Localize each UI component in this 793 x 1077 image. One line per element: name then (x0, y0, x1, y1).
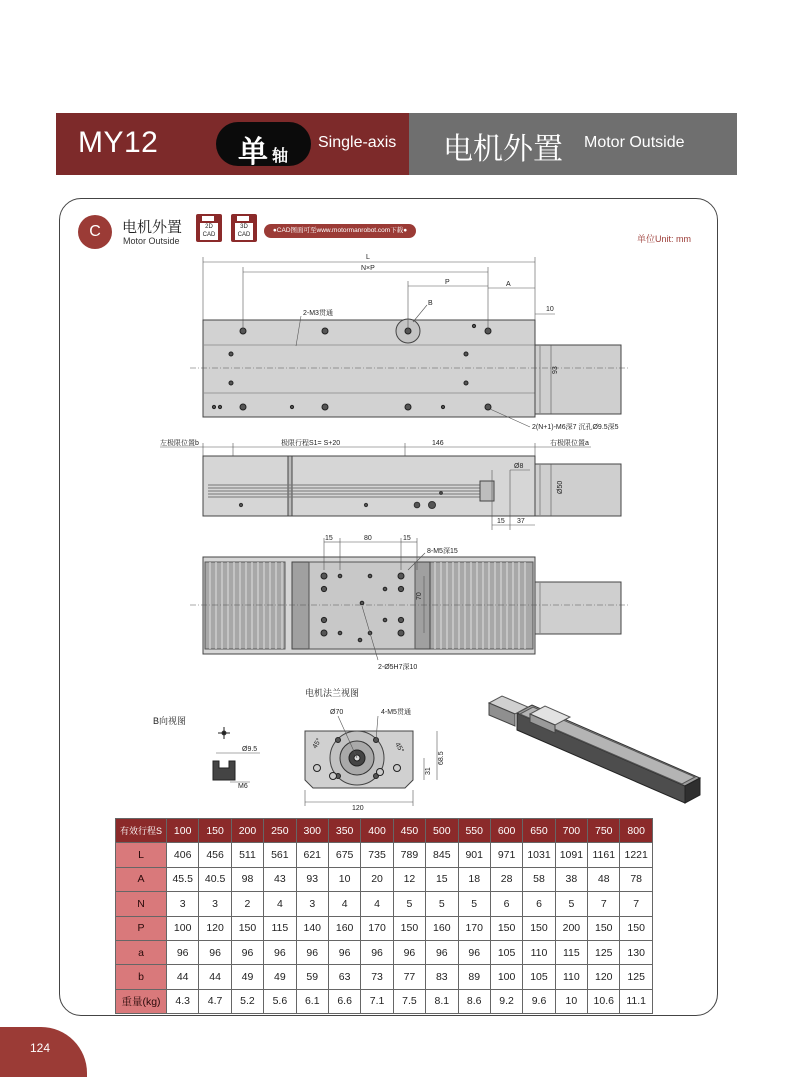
table-row (116, 892, 653, 916)
table-cell: 45.5 (167, 867, 199, 891)
row-label: A (116, 867, 167, 891)
table-cell: 110 (555, 965, 587, 989)
dim-93: 93 (552, 366, 559, 374)
row-label: N (116, 892, 167, 916)
table-cell: 4 (328, 892, 360, 916)
flange-view (305, 687, 445, 812)
cad-2d-bottom: CAD (202, 232, 216, 238)
table-cell: 96 (426, 940, 458, 964)
table-cell: 8.1 (426, 989, 458, 1013)
dim-70: 70 (416, 592, 423, 600)
left-limit: 左极限位置b (160, 440, 199, 447)
section-badge: C (78, 215, 112, 249)
table-cell: 83 (426, 965, 458, 989)
table-cell: 93 (296, 867, 328, 891)
table-cell: 200 (555, 916, 587, 940)
table-header-cell: 350 (328, 819, 360, 843)
table-cell: 5.6 (264, 989, 296, 1013)
table-cell: 2 (231, 892, 263, 916)
table-row (116, 843, 653, 867)
table-cell: 120 (588, 965, 620, 989)
table-cell: 1031 (523, 843, 555, 867)
table-cell: 78 (620, 867, 652, 891)
table-cell: 59 (296, 965, 328, 989)
table-cell: 150 (588, 916, 620, 940)
table-cell: 20 (361, 867, 393, 891)
table-cell: 40.5 (199, 867, 231, 891)
table-header-cell: 200 (231, 819, 263, 843)
table-cell: 4.7 (199, 989, 231, 1013)
table-header-cell: 600 (490, 819, 522, 843)
table-cell: 1091 (555, 843, 587, 867)
note-h7: 2-Ø5H7深10 (378, 664, 418, 671)
table-cell: 98 (231, 867, 263, 891)
table-header-cell: 650 (523, 819, 555, 843)
product-image (489, 696, 700, 803)
table-cell: 5 (426, 892, 458, 916)
dim-37: 37 (517, 518, 525, 525)
table-header-cell: 100 (167, 819, 199, 843)
table-cell: 6.1 (296, 989, 328, 1013)
table-cell: 170 (458, 916, 490, 940)
table-cell: 7.5 (393, 989, 425, 1013)
table-cell: 9.6 (523, 989, 555, 1013)
table-cell: 73 (361, 965, 393, 989)
row-label: 重量(kg) (116, 989, 167, 1013)
table-cell: 58 (523, 867, 555, 891)
table-cell: 96 (167, 940, 199, 964)
dim-B: B (428, 300, 433, 307)
table-cell: 125 (620, 965, 652, 989)
table-cell: 125 (588, 940, 620, 964)
table-cell: 140 (296, 916, 328, 940)
section-title-en: Motor Outside (123, 236, 180, 246)
table-cell: 96 (458, 940, 490, 964)
table-header-cell: 400 (361, 819, 393, 843)
table-header-cell: 500 (426, 819, 458, 843)
dim-31: 31 (425, 767, 432, 775)
note-m5b: 4-M5贯通 (381, 709, 411, 716)
table-cell: 160 (328, 916, 360, 940)
table-cell: 511 (231, 843, 263, 867)
table-cell: 120 (199, 916, 231, 940)
note-m6: 2(N+1)-M6深7 沉孔Ø9.5深5 (532, 424, 619, 431)
table-cell: 48 (588, 867, 620, 891)
right-limit: 右极限位置a (550, 440, 589, 447)
table-header-cell: 150 (199, 819, 231, 843)
table-row (116, 989, 653, 1013)
table-cell: 44 (199, 965, 231, 989)
table-cell: 96 (393, 940, 425, 964)
table-cell: 789 (393, 843, 425, 867)
table-cell: 845 (426, 843, 458, 867)
spec-table (115, 818, 653, 1014)
bview-title: B向视图 (153, 716, 187, 726)
dim-45b: 45° (393, 741, 405, 755)
table-cell: 130 (620, 940, 652, 964)
table-cell: 77 (393, 965, 425, 989)
cad-2d-top: 2D (205, 224, 213, 230)
axis-en-label: Single-axis (318, 134, 397, 151)
dim-phi9-5: Ø9.5 (242, 746, 258, 753)
dim-146: 146 (432, 440, 444, 447)
table-cell: 3 (167, 892, 199, 916)
table-cell: 7.1 (361, 989, 393, 1013)
table-cell: 10.6 (588, 989, 620, 1013)
cad-download-link[interactable]: ●CAD图面可至www.motormanrobot.com下载● (264, 224, 416, 238)
dim-10: 10 (546, 306, 554, 313)
table-cell: 100 (167, 916, 199, 940)
table-cell: 170 (361, 916, 393, 940)
table-cell: 150 (393, 916, 425, 940)
dim-15b: 15 (325, 535, 333, 542)
dim-45a: 45° (311, 737, 324, 750)
table-cell: 1161 (588, 843, 620, 867)
table-cell: 10 (555, 989, 587, 1013)
table-cell: 9.2 (490, 989, 522, 1013)
table-cell: 150 (231, 916, 263, 940)
row-label: b (116, 965, 167, 989)
table-cell: 4 (264, 892, 296, 916)
table-cell: 6.6 (328, 989, 360, 1013)
table-cell: 105 (523, 965, 555, 989)
table-cell: 10 (328, 867, 360, 891)
page-number: 124 (30, 1041, 51, 1055)
table-cell: 735 (361, 843, 393, 867)
dim-68-5: 68.5 (438, 751, 445, 765)
table-cell: 971 (490, 843, 522, 867)
table-row (116, 965, 653, 989)
table-cell: 49 (264, 965, 296, 989)
dim-15a: 15 (497, 518, 505, 525)
table-cell: 96 (361, 940, 393, 964)
axis-cn-main: 单 (238, 136, 268, 169)
axis-cn-sub: 轴 (272, 148, 289, 165)
table-cell: 43 (264, 867, 296, 891)
table-cell: 5.2 (231, 989, 263, 1013)
row-label: P (116, 916, 167, 940)
table-cell: 1221 (620, 843, 652, 867)
dim-A: A (506, 281, 511, 288)
table-cell: 96 (296, 940, 328, 964)
table-cell: 28 (490, 867, 522, 891)
table-cell: 8.6 (458, 989, 490, 1013)
bottom-view (190, 535, 630, 671)
table-cell: 96 (199, 940, 231, 964)
table-cell: 115 (555, 940, 587, 964)
table-cell: 901 (458, 843, 490, 867)
dim-15c: 15 (403, 535, 411, 542)
table-cell: 38 (555, 867, 587, 891)
table-cell: 44 (167, 965, 199, 989)
motor-cn-title: 电机外置 (443, 133, 563, 166)
flange-title: 电机法兰视图 (305, 688, 360, 698)
table-cell: 89 (458, 965, 490, 989)
dim-80: 80 (364, 535, 372, 542)
table-cell: 4.3 (167, 989, 199, 1013)
table-cell: 110 (523, 940, 555, 964)
table-header-cell: 450 (393, 819, 425, 843)
table-cell: 6 (490, 892, 522, 916)
table-cell: 561 (264, 843, 296, 867)
table-cell: 7 (620, 892, 652, 916)
table-row (116, 916, 653, 940)
note-m3: 2-M3贯通 (303, 310, 333, 317)
b-view (153, 715, 260, 790)
table-cell: 96 (328, 940, 360, 964)
table-header-label: 有效行程S (116, 819, 167, 843)
top-view (190, 254, 630, 431)
cad-3d-top: 3D (240, 224, 248, 230)
unit-label: 单位Unit: mm (637, 234, 692, 244)
dim-NxP: N×P (361, 265, 375, 272)
table-header-cell: 300 (296, 819, 328, 843)
table-cell: 675 (328, 843, 360, 867)
table-header-row (116, 819, 653, 843)
section-title-cn: 电机外置 (122, 219, 183, 236)
table-cell: 160 (426, 916, 458, 940)
table-cell: 49 (231, 965, 263, 989)
side-view (160, 438, 621, 530)
cad-3d-bottom: CAD (237, 232, 251, 238)
table-cell: 4 (361, 892, 393, 916)
dim-m6: M6 (238, 783, 248, 790)
dim-120: 120 (352, 805, 364, 812)
dim-P: P (445, 279, 450, 286)
table-cell: 115 (264, 916, 296, 940)
table-cell: 15 (426, 867, 458, 891)
table-cell: 96 (231, 940, 263, 964)
table-cell: 18 (458, 867, 490, 891)
table-cell: 5 (458, 892, 490, 916)
row-label: L (116, 843, 167, 867)
table-header-cell: 750 (588, 819, 620, 843)
table-cell: 63 (328, 965, 360, 989)
table-row (116, 867, 653, 891)
table-cell: 12 (393, 867, 425, 891)
table-cell: 456 (199, 843, 231, 867)
dim-phi70: Ø70 (330, 709, 344, 716)
table-cell: 96 (264, 940, 296, 964)
stroke-label: 极限行程S1= S+20 (281, 440, 341, 447)
table-header-cell: 550 (458, 819, 490, 843)
table-cell: 621 (296, 843, 328, 867)
table-cell: 105 (490, 940, 522, 964)
dim-phi8: Ø8 (514, 463, 524, 470)
table-cell: 100 (490, 965, 522, 989)
dim-phi50: Ø50 (557, 480, 564, 494)
table-cell: 150 (620, 916, 652, 940)
table-header-cell: 250 (264, 819, 296, 843)
model-name: MY12 (78, 126, 159, 159)
table-cell: 11.1 (620, 989, 652, 1013)
table-cell: 7 (588, 892, 620, 916)
note-m5: 8-M5深15 (427, 548, 458, 555)
motor-en-title: Motor Outside (584, 134, 685, 151)
table-cell: 5 (393, 892, 425, 916)
table-cell: 5 (555, 892, 587, 916)
table-cell: 150 (523, 916, 555, 940)
table-header-cell: 800 (620, 819, 652, 843)
table-cell: 3 (296, 892, 328, 916)
row-label: a (116, 940, 167, 964)
table-row (116, 940, 653, 964)
table-cell: 6 (523, 892, 555, 916)
table-cell: 406 (167, 843, 199, 867)
table-header-cell: 700 (555, 819, 587, 843)
table-cell: 3 (199, 892, 231, 916)
table-cell: 150 (490, 916, 522, 940)
dim-L: L (366, 254, 370, 261)
